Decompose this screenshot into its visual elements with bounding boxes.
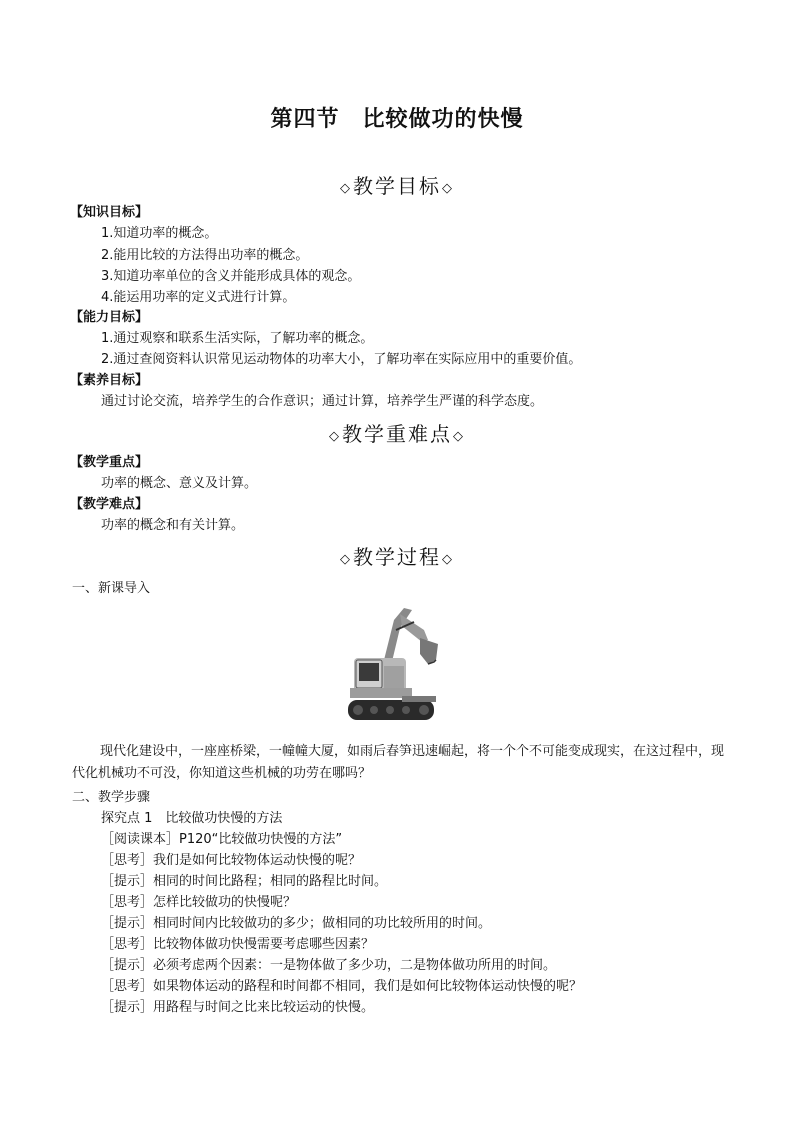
key-point-text: 功率的概念、意义及计算。 [101,476,258,491]
difficult-point-label: 【教学难点】 [70,497,149,512]
step-item: ［提示］必须考虑两个因素：一是物体做了多少功，二是物体做功所用的时间。 [101,958,557,973]
step-item: ［提示］用路程与时间之比来比较运动的快慢。 [101,1000,375,1015]
ability-goals-label: 【能力目标】 [70,310,149,325]
literacy-goals-label: 【素养目标】 [70,373,149,388]
step-item: ［思考］比较物体做功快慢需要考虑哪些因素？ [101,937,375,952]
knowledge-goals-label: 【知识目标】 [70,205,149,220]
diamond-icon: ◇ [340,181,352,196]
knowledge-item: 3.知道功率单位的含义并能形成具体的观念。 [101,269,361,284]
diamond-icon: ◇ [329,429,341,444]
diamond-icon: ◇ [340,552,352,567]
explore-point-title: 探究点 1 比较做功快慢的方法 [101,811,283,826]
step-item: ［思考］怎样比较做功的快慢呢？ [101,895,297,910]
section-title-goals: 教学目标 [353,174,441,198]
intro-paragraph: 现代化建设中，一座座桥梁，一幢幢大厦，如雨后春笋迅速崛起，将一个个不可能变成现实，在这过程中，现代化机械功不可没，你知道这些机械的功劳在哪吗？ [72,744,725,781]
ability-item: 2.通过查阅资料认识常见运动物体的功率大小，了解功率在实际应用中的重要价值。 [101,352,582,367]
diamond-icon: ◇ [442,552,454,567]
step-item: ［提示］相同时间内比较做功的多少；做相同的功比较所用的时间。 [101,916,492,931]
knowledge-item: 2.能用比较的方法得出功率的概念。 [101,248,309,263]
knowledge-item: 4.能运用功率的定义式进行计算。 [101,290,296,305]
key-point-label: 【教学重点】 [70,455,149,470]
steps-heading: 二、教学步骤 [72,790,151,805]
step-item: ［阅读课本］P120“比较做功快慢的方法” [101,832,343,847]
literacy-text: 通过讨论交流，培养学生的合作意识；通过计算，培养学生严谨的科学态度。 [101,394,544,409]
step-item: ［提示］相同的时间比路程；相同的路程比时间。 [101,874,388,889]
section-heading-process [0,541,794,570]
page-title: 第四节 比较做功的快慢 [270,107,524,132]
diamond-icon: ◇ [453,429,465,444]
step-item: ［思考］我们是如何比较物体运动快慢的呢？ [101,853,362,868]
section-title-process: 教学过程 [353,545,441,569]
knowledge-item: 1.知道功率的概念。 [101,226,218,241]
excavator-image [342,600,442,730]
diamond-icon: ◇ [442,181,454,196]
ability-item: 1.通过观察和联系生活实际，了解功率的概念。 [101,331,374,346]
section-heading-goals [0,170,794,199]
section-title-keypoints: 教学重难点 [342,422,452,446]
intro-heading: 一、新课导入 [72,581,151,596]
step-item: ［思考］如果物体运动的路程和时间都不相同，我们是如何比较物体运动快慢的呢？ [101,979,583,994]
difficult-point-text: 功率的概念和有关计算。 [101,518,245,533]
section-heading-keypoints [0,418,794,447]
